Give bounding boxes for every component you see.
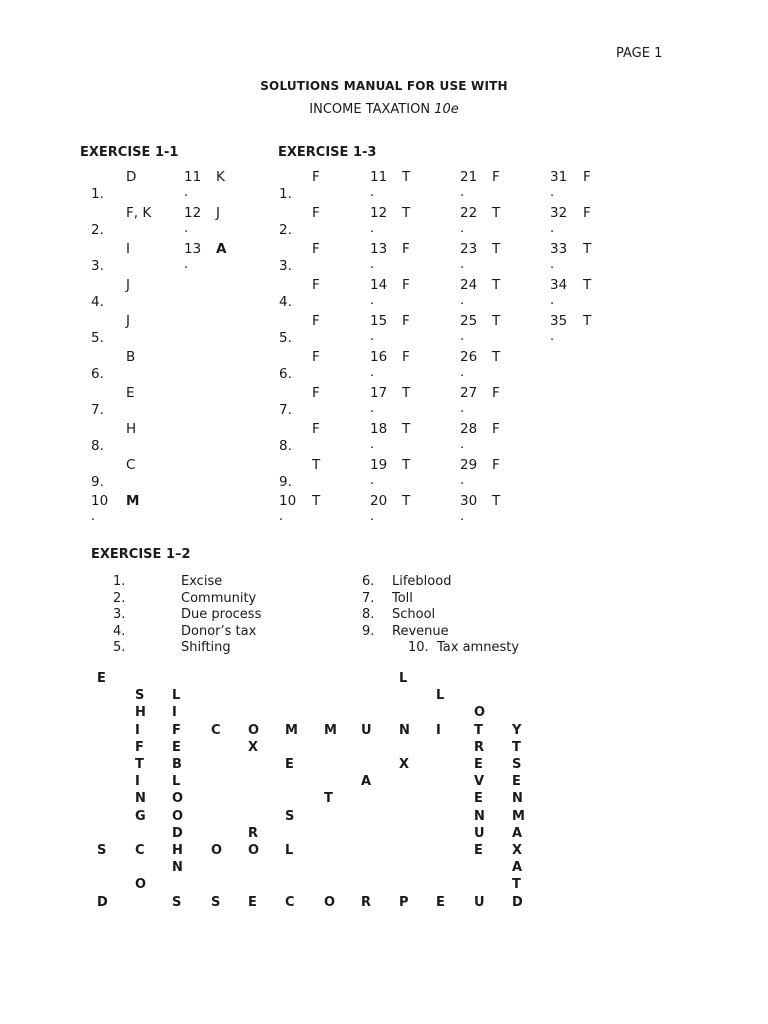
- list-number: 10.: [408, 640, 429, 655]
- list-number: 7.: [362, 590, 375, 606]
- item-number: 31: [550, 169, 568, 185]
- item-number-dot: .: [184, 257, 189, 272]
- puzzle-letter: D: [172, 825, 183, 841]
- item-answer: T: [402, 205, 411, 221]
- item-answer: T: [492, 349, 501, 365]
- item-number-dot: .: [370, 257, 375, 272]
- item-answer: F: [492, 169, 500, 185]
- item-number: 27: [460, 385, 478, 401]
- puzzle-letter: B: [172, 757, 182, 772]
- item-number: 5.: [279, 330, 292, 346]
- puzzle-letter: N: [172, 860, 183, 876]
- puzzle-letter: U: [474, 894, 485, 910]
- item-answer: F: [492, 385, 500, 401]
- item-answer: F: [312, 241, 320, 257]
- puzzle-letter: E: [474, 843, 483, 858]
- puzzle-letter: C: [135, 843, 145, 858]
- item-number-dot: .: [550, 257, 555, 272]
- puzzle-letter: T: [474, 722, 483, 738]
- puzzle-letter: P: [399, 894, 409, 910]
- item-answer: T: [402, 169, 411, 185]
- item-number: 1.: [279, 186, 292, 202]
- puzzle-letter: O: [172, 808, 184, 824]
- item-number-dot: .: [460, 221, 465, 236]
- puzzle-letter: X: [248, 739, 259, 755]
- item-answer: B: [126, 349, 136, 365]
- item-answer: J: [216, 205, 220, 221]
- puzzle-letter: L: [285, 843, 294, 858]
- item-number: 22: [460, 205, 478, 221]
- item-answer: T: [402, 385, 411, 401]
- item-answer: F: [312, 169, 320, 185]
- item-number: 13: [184, 241, 202, 257]
- item-answer: E: [126, 385, 135, 401]
- item-number-dot: .: [550, 293, 555, 308]
- puzzle-letter: M: [285, 722, 298, 738]
- item-number: 6.: [279, 366, 292, 382]
- puzzle-letter: S: [172, 894, 182, 910]
- puzzle-letter: L: [436, 688, 445, 704]
- item-answer: C: [126, 457, 136, 473]
- puzzle-letter: F: [135, 739, 144, 755]
- item-number-dot: .: [370, 293, 375, 308]
- puzzle-letter: A: [512, 825, 523, 841]
- item-number: 16: [370, 349, 388, 365]
- item-answer: T: [492, 493, 501, 509]
- puzzle-letter: I: [172, 705, 177, 721]
- item-number-dot: .: [370, 509, 375, 524]
- item-number: 8.: [279, 438, 292, 454]
- item-number: 21: [460, 169, 478, 185]
- item-number-dot: .: [460, 473, 465, 488]
- puzzle-letter: M: [512, 808, 525, 824]
- item-answer: D: [126, 169, 137, 185]
- puzzle-letter: S: [135, 688, 145, 704]
- puzzle-letter: E: [172, 739, 181, 755]
- item-number: 7.: [279, 402, 292, 418]
- puzzle-letter: C: [285, 894, 295, 910]
- item-number: 13: [370, 241, 388, 257]
- item-number: 17: [370, 385, 388, 401]
- list-number: 9.: [362, 623, 375, 639]
- list-number: 4.: [113, 623, 126, 639]
- item-number-dot: .: [550, 185, 555, 200]
- item-number: 4.: [91, 294, 104, 310]
- item-answer: F: [583, 205, 591, 221]
- puzzle-letter: O: [248, 722, 260, 738]
- puzzle-letter: C: [211, 722, 221, 738]
- puzzle-letter: F: [172, 722, 181, 738]
- item-answer: T: [402, 493, 411, 509]
- puzzle-letter: O: [211, 843, 223, 858]
- item-number: 15: [370, 313, 388, 329]
- item-number: 26: [460, 349, 478, 365]
- list-number: 2.: [113, 590, 126, 606]
- item-number-dot: .: [184, 221, 189, 236]
- list-word: Excise: [181, 574, 223, 589]
- item-number: 3.: [91, 258, 104, 274]
- puzzle-letter: I: [436, 722, 441, 738]
- puzzle-letter: A: [361, 774, 372, 790]
- list-word: Tax amnesty: [437, 640, 520, 655]
- puzzle-letter: O: [172, 791, 184, 807]
- page-number: PAGE 1: [616, 46, 663, 61]
- puzzle-letter: I: [135, 722, 140, 738]
- item-number: 9.: [91, 474, 104, 490]
- list-word: Due process: [181, 607, 262, 622]
- item-answer: F: [492, 457, 500, 473]
- item-number: 34: [550, 277, 568, 293]
- item-number-dot: .: [91, 509, 96, 524]
- item-answer: M: [126, 493, 140, 509]
- puzzle-letter: X: [399, 757, 410, 772]
- book-edition: 10e: [434, 102, 459, 117]
- puzzle-letter: R: [248, 825, 259, 841]
- exercise-1-3-heading: EXERCISE 1-3: [278, 145, 377, 160]
- exercise-1-1-heading: EXERCISE 1-1: [80, 145, 179, 160]
- item-number: 6.: [91, 366, 104, 382]
- item-number: 5.: [91, 330, 104, 346]
- item-number-dot: .: [460, 437, 465, 452]
- item-answer: F: [312, 349, 320, 365]
- puzzle-letter: A: [512, 860, 523, 876]
- puzzle-letter: E: [474, 791, 483, 807]
- puzzle-letter: E: [97, 671, 106, 686]
- item-number: 12: [370, 205, 388, 221]
- item-number: 23: [460, 241, 478, 257]
- puzzle-letter: N: [135, 791, 146, 807]
- puzzle-letter: T: [135, 757, 144, 772]
- item-answer: F: [402, 241, 410, 257]
- puzzle-letter: O: [135, 877, 147, 893]
- puzzle-letter: G: [135, 808, 146, 824]
- item-number: 14: [370, 277, 388, 293]
- item-number: 35: [550, 313, 568, 329]
- list-number: 1.: [113, 574, 126, 589]
- item-number-dot: .: [550, 329, 555, 344]
- puzzle-letter: U: [361, 722, 372, 738]
- item-answer: T: [492, 205, 501, 221]
- puzzle-letter: T: [324, 791, 333, 807]
- puzzle-letter: O: [474, 705, 486, 721]
- puzzle-letter: L: [399, 671, 408, 686]
- item-number: 25: [460, 313, 478, 329]
- list-word: Donor’s tax: [181, 623, 257, 639]
- puzzle-letter: N: [512, 791, 523, 807]
- puzzle-letter: Y: [512, 722, 522, 738]
- item-answer: T: [312, 493, 321, 509]
- list-word: Shifting: [181, 640, 231, 655]
- item-number-dot: .: [370, 401, 375, 416]
- list-number: 8.: [362, 607, 375, 622]
- book-title: [0, 102, 768, 117]
- item-number-dot: .: [460, 329, 465, 344]
- puzzle-letter: S: [512, 757, 522, 772]
- item-number: 8.: [91, 438, 104, 454]
- item-number: 18: [370, 421, 388, 437]
- puzzle-letter: M: [324, 722, 337, 738]
- document-title: SOLUTIONS MANUAL FOR USE WITH: [260, 79, 508, 93]
- item-answer: F: [583, 169, 591, 185]
- item-number-dot: .: [370, 365, 375, 380]
- list-word: School: [392, 607, 436, 622]
- item-answer: T: [402, 457, 411, 473]
- puzzle-letter: R: [474, 739, 485, 755]
- item-number-dot: .: [184, 185, 189, 200]
- item-number-dot: .: [460, 185, 465, 200]
- item-number: 10: [91, 493, 109, 509]
- item-number: 9.: [279, 474, 292, 490]
- item-answer: T: [583, 241, 592, 257]
- list-word: Lifeblood: [392, 574, 452, 589]
- item-answer: J: [126, 277, 130, 293]
- list-word: Toll: [392, 590, 413, 606]
- item-number-dot: .: [460, 509, 465, 524]
- item-number-dot: .: [370, 221, 375, 236]
- item-answer: F: [492, 421, 500, 437]
- puzzle-letter: S: [97, 843, 107, 858]
- item-answer: T: [583, 313, 592, 329]
- item-answer: T: [492, 277, 501, 293]
- item-answer: F: [312, 205, 320, 221]
- item-number: 24: [460, 277, 478, 293]
- puzzle-letter: N: [474, 808, 485, 824]
- item-number-dot: .: [370, 185, 375, 200]
- puzzle-letter: L: [172, 688, 181, 704]
- list-number: 6.: [362, 574, 375, 589]
- puzzle-letter: T: [512, 739, 521, 755]
- item-number: 19: [370, 457, 388, 473]
- puzzle-letter: X: [512, 843, 523, 858]
- item-number-dot: .: [460, 365, 465, 380]
- item-answer: A: [216, 241, 227, 257]
- item-answer: F: [312, 313, 320, 329]
- item-number: 4.: [279, 294, 292, 310]
- item-number: 2.: [91, 222, 104, 238]
- item-number-dot: .: [279, 509, 284, 524]
- item-number-dot: .: [460, 401, 465, 416]
- item-number: 10: [279, 493, 297, 509]
- item-number: 2.: [279, 222, 292, 238]
- puzzle-letter: E: [248, 894, 257, 910]
- item-number-dot: .: [460, 293, 465, 308]
- item-answer: I: [126, 241, 130, 257]
- puzzle-letter: E: [285, 757, 294, 772]
- puzzle-letter: H: [135, 705, 146, 721]
- item-answer: F: [312, 385, 320, 401]
- puzzle-letter: H: [172, 843, 183, 858]
- item-number: 3.: [279, 258, 292, 274]
- item-number: 12: [184, 205, 202, 221]
- puzzle-letter: E: [436, 894, 445, 910]
- item-number-dot: .: [370, 329, 375, 344]
- puzzle-letter: T: [512, 877, 521, 893]
- item-number: 33: [550, 241, 568, 257]
- list-word: Community: [181, 590, 257, 606]
- item-number: 29: [460, 457, 478, 473]
- puzzle-letter: O: [248, 843, 260, 858]
- item-number-dot: .: [550, 221, 555, 236]
- puzzle-letter: I: [135, 774, 140, 790]
- list-number: 3.: [113, 607, 126, 622]
- item-number-dot: .: [460, 257, 465, 272]
- item-number: 11: [184, 169, 202, 185]
- item-number: 11: [370, 169, 388, 185]
- puzzle-letter: S: [285, 808, 295, 824]
- list-word: Revenue: [392, 623, 449, 639]
- list-number: 5.: [113, 640, 126, 655]
- item-answer: K: [216, 169, 225, 185]
- puzzle-letter: R: [361, 894, 372, 910]
- item-number-dot: .: [370, 437, 375, 452]
- puzzle-letter: S: [211, 894, 221, 910]
- puzzle-letter: V: [474, 774, 485, 790]
- item-answer: T: [402, 421, 411, 437]
- puzzle-letter: D: [512, 894, 523, 910]
- item-number: 1.: [91, 186, 104, 202]
- item-answer: T: [492, 241, 501, 257]
- item-answer: T: [583, 277, 592, 293]
- book-name: INCOME TAXATION: [309, 102, 431, 117]
- item-number: 7.: [91, 402, 104, 418]
- puzzle-letter: D: [97, 894, 108, 910]
- exercise-1-2-heading: EXERCISE 1–2: [91, 547, 191, 562]
- item-answer: F: [312, 277, 320, 293]
- item-answer: T: [312, 457, 321, 473]
- puzzle-letter: E: [512, 774, 521, 790]
- item-number: 28: [460, 421, 478, 437]
- item-answer: T: [492, 313, 501, 329]
- item-number: 30: [460, 493, 478, 509]
- item-answer: F: [312, 421, 320, 437]
- item-answer: F: [402, 349, 410, 365]
- puzzle-letter: U: [474, 825, 485, 841]
- item-number: 32: [550, 205, 568, 221]
- item-number-dot: .: [370, 473, 375, 488]
- item-answer: F, K: [126, 205, 152, 221]
- item-answer: J: [126, 313, 130, 329]
- puzzle-letter: O: [324, 894, 336, 910]
- item-answer: F: [402, 277, 410, 293]
- puzzle-letter: N: [399, 722, 410, 738]
- item-number: 20: [370, 493, 388, 509]
- puzzle-letter: E: [474, 757, 483, 772]
- item-answer: H: [126, 421, 137, 437]
- puzzle-letter: L: [172, 774, 181, 790]
- item-answer: F: [402, 313, 410, 329]
